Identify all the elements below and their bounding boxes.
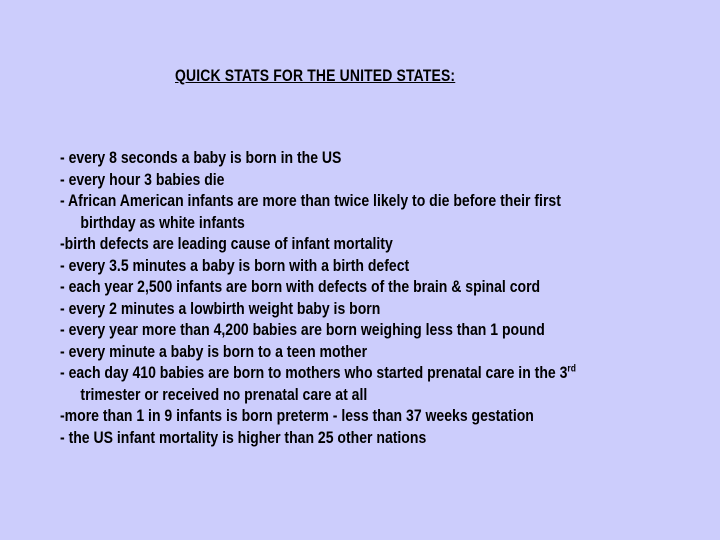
- list-item: [60, 428, 689, 450]
- list-item-text: -more than 1 in 9 infants is born preterm - less than 37 weeks gestation: [60, 407, 534, 425]
- stats-list: [60, 148, 689, 449]
- list-item-text: - every 8 seconds a baby is born in the US: [60, 149, 342, 167]
- list-item: [60, 256, 689, 278]
- list-item-text: - the US infant mortality is higher than 25 other nations: [60, 428, 427, 447]
- list-item-text: - African American infants are more than twice likely to die before their first: [60, 192, 561, 210]
- list-item: [60, 170, 689, 192]
- list-item-text: - every year more than 4,200 babies are born weighing less than 1 pound: [60, 321, 545, 339]
- ordinal-suffix: rd: [567, 363, 576, 375]
- list-item: [60, 277, 689, 299]
- list-item-text: - every 2 minutes a lowbirth weight baby is born: [60, 299, 381, 318]
- list-item-text: - every 3.5 minutes a baby is born with a birth defect: [60, 256, 410, 275]
- list-item: [60, 191, 689, 234]
- list-item: [60, 299, 689, 321]
- list-item-text: - every minute a baby is born to a teen mother: [60, 342, 368, 361]
- list-item: [60, 234, 689, 256]
- list-item: [60, 342, 689, 364]
- slide-title: QUICK STATS FOR THE UNITED STATES:: [175, 66, 456, 85]
- list-item-text: - each year 2,500 infants are born with defects of the brain & spinal cord: [60, 278, 541, 296]
- list-item-continuation: trimester or received no prenatal care at all: [80, 385, 368, 404]
- list-item: [60, 406, 689, 428]
- list-item-text: -birth defects are leading cause of infant mortality: [60, 235, 393, 253]
- list-item-continuation: birthday as white infants: [80, 213, 245, 232]
- list-item: [60, 363, 689, 406]
- list-item: [60, 148, 689, 170]
- list-item-text: - each day 410 babies are born to mothers who started prenatal care in the 3: [60, 364, 568, 382]
- list-item-text: - every hour 3 babies die: [60, 170, 225, 189]
- list-item: [60, 320, 689, 342]
